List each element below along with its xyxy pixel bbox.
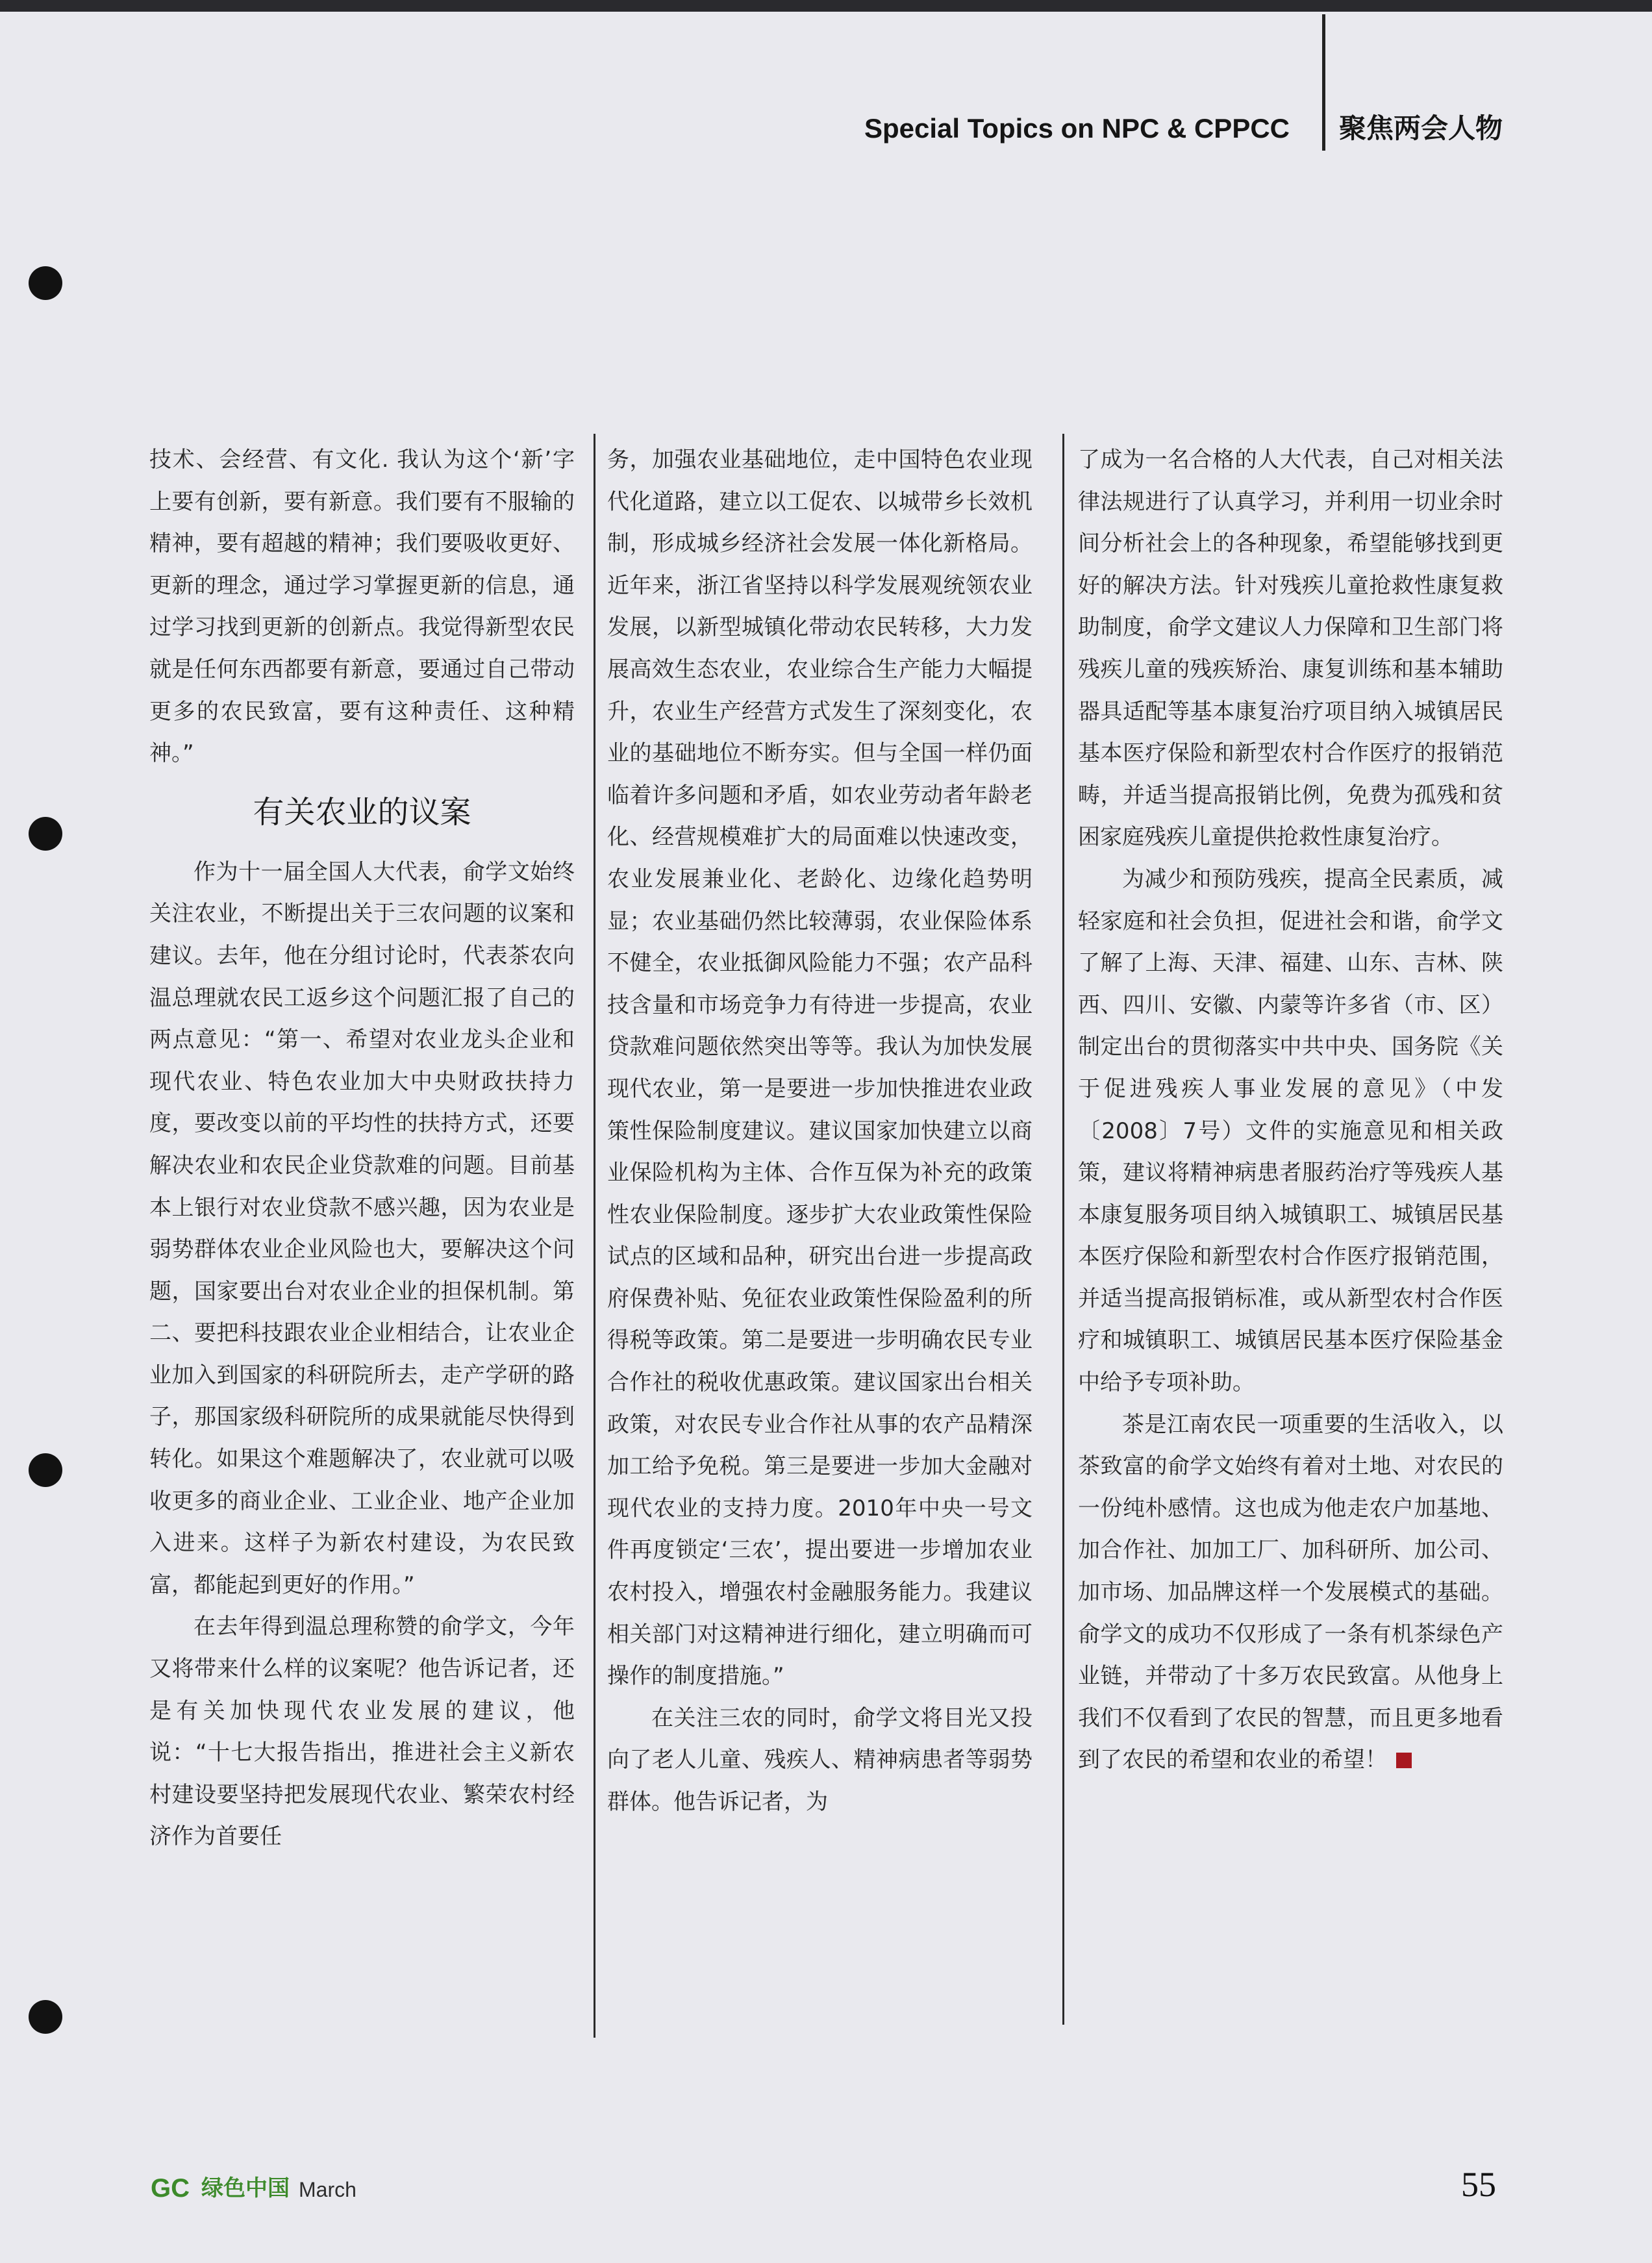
paragraph: 在关注三农的同时，俞学文将目光又投向了老人儿童、残疾人、精神病患者等弱势群体。他告诉记者，为: [607, 1705, 1032, 1815]
paragraph: 技术、会经营、有文化. 我认为这个‘新’字上要有创新，要有新意。我们要有不服输的精神，要有超越的精神；我们要吸收更好、更新的理念，通过学习掌握更新的信息，通过学习找到更新的创新点。我觉得新型农民就是任何东西都要有新意，要通过自己带动更多的农民致富，要有这种责任、这种精神。”: [149, 447, 575, 767]
paragraph: 务，加强农业基础地位，走中国特色农业现代化道路，建立以工促农、以城带乡长效机制，形成城乡经济社会发展一体化新格局。近年来，浙江省坚持以科学发展观统领农业发展，以新型城镇化带动农民转移，大力发展高效生态农业，农业综合生产能力大幅提升，农业生产经营方式发生了深刻变化，农业的基础地位不断夯实。但与全国一样仍面临着许多问题和矛盾，如农业劳动者年龄老化、经营规模难扩大的局面难以快速改变，农业发展兼业化、老龄化、边缘化趋势明显；农业基础仍然比较薄弱，农业保险体系不健全，农业抵御风险能力不强；农产品科技含量和市场竞争力有待进一步提高，农业贷款难问题依然突出等等。我认为加快发展现代农业，第一是要进一步加快推进农业政策性保险制度建议。建议国家加快建立以商业保险机构为主体、合作互保为补充的政策性农业保险制度。逐步扩大农业政策性保险试点的区域和品种，研究出台进一步提高政府保费补贴、免征农业政策性保险盈利的所得税等政策。第二是要进一步明确农民专业合作社的税收优惠政策。建议国家出台相关政策，对农民专业合作社从事的农产品精深加工给予免税。第三是要进一步加大金融对现代农业的支持力度。2010年中央一号文件再度锁定‘三农’，提出要进一步增加农业农村投入，增强农村金融服务能力。我建议相关部门对这精神进行细化，建立明确而可操作的制度措施。”: [607, 447, 1032, 1690]
article-column-2: [607, 439, 1032, 1823]
article-column-1: [149, 439, 575, 1858]
column-divider: [594, 434, 595, 2038]
page-number: 55: [1461, 2165, 1496, 2204]
column-divider: [1062, 434, 1064, 2025]
paragraph: 在去年得到温总理称赞的俞学文，今年又将带来什么样的议案呢？他告诉记者，还是有关加快现代农业发展的建议，他说：“十七大报告指出，推进社会主义新农村建设要坚持把发展现代农业、繁荣农村经济作为首要任: [149, 1614, 575, 1850]
paragraph-text: 茶是江南农民一项重要的生活收入，以茶致富的俞学文始终有着对土地、对农民的一份纯朴感情。这也成为他走农户加基地、加合作社、加加工厂、加科研所、加公司、加市场、加品牌这样一个发展模式的基础。俞学文的成功不仅形成了一条有机茶绿色产业链，并带动了十多万农民致富。从他身上我们不仅看到了农民的智慧，而且更多地看到了农民的希望和农业的希望！: [1078, 1411, 1503, 1773]
article-end-mark: [1396, 1753, 1412, 1768]
section-heading: 有关农业的议案: [253, 794, 471, 831]
paragraph: 作为十一届全国人大代表，俞学文始终关注农业，不断提出关于三农问题的议案和建议。去年，他在分组讨论时，代表茶农向温总理就农民工返乡这个问题汇报了自己的两点意见：“第一、希望对农业龙头企业和现代农业、特色农业加大中央财政扶持力度，要改变以前的平均性的扶持方式，还要解决农业和农民企业贷款难的问题。目前基本上银行对农业贷款不感兴趣，因为农业是弱势群体农业企业风险也大，要解决这个问题，国家要出台对农业企业的担保机制。第二、要把科技跟农业企业相结合，让农业企业加入到国家的科研院所去，走产学研的路子，那国家级科研院所的成果就能尽快得到转化。如果这个难题解决了，农业就可以吸收更多的商业企业、工业企业、地产企业加入进来。这样子为新农村建设，为农民致富，都能起到更好的作用。”: [149, 858, 575, 1598]
punch-hole: [29, 1453, 62, 1487]
issue-month: March: [299, 2178, 357, 2201]
paragraph: [1078, 1404, 1503, 1781]
punch-hole: [29, 2000, 62, 2034]
article-column-3: [1078, 439, 1503, 1781]
punch-hole: [29, 817, 62, 851]
punch-hole: [29, 266, 62, 300]
section-title-chinese: 聚焦两会人物: [1339, 112, 1503, 144]
magazine-page: [0, 12, 1652, 2263]
magazine-logo: GC: [151, 2174, 190, 2203]
magazine-name: 绿色中国: [201, 2175, 290, 2201]
paragraph: 为减少和预防残疾，提高全民素质，减轻家庭和社会负担，促进社会和谐，俞学文了解了上海、天津、福建、山东、吉林、陕西、四川、安徽、内蒙等许多省（市、区）制定出台的贯彻落实中共中央、国务院《关于促进残疾人事业发展的意见》（中发〔2008〕7号）文件的实施意见和相关政策，建议将精神病患者服药治疗等残疾人基本康复服务项目纳入城镇职工、城镇居民基本医疗保险和新型农村合作医疗报销范围，并适当提高报销标准，或从新型农村合作医疗和城镇职工、城镇居民基本医疗保险基金中给予专项补助。: [1078, 866, 1503, 1396]
header-divider: [1322, 14, 1325, 151]
section-title-english: Special Topics on NPC & CPPCC: [864, 113, 1290, 144]
paragraph: 了成为一名合格的人大代表，自己对相关法律法规进行了认真学习，并利用一切业余时间分析社会上的各种现象，希望能够找到更好的解决方法。针对残疾儿童抢救性康复救助制度，俞学文建议人力保障和卫生部门将残疾儿童的残疾矫治、康复训练和基本辅助器具适配等基本康复治疗项目纳入城镇居民基本医疗保险和新型农村合作医疗的报销范畴，并适当提高报销比例，免费为孤残和贫困家庭残疾儿童提供抢救性康复治疗。: [1078, 447, 1503, 851]
